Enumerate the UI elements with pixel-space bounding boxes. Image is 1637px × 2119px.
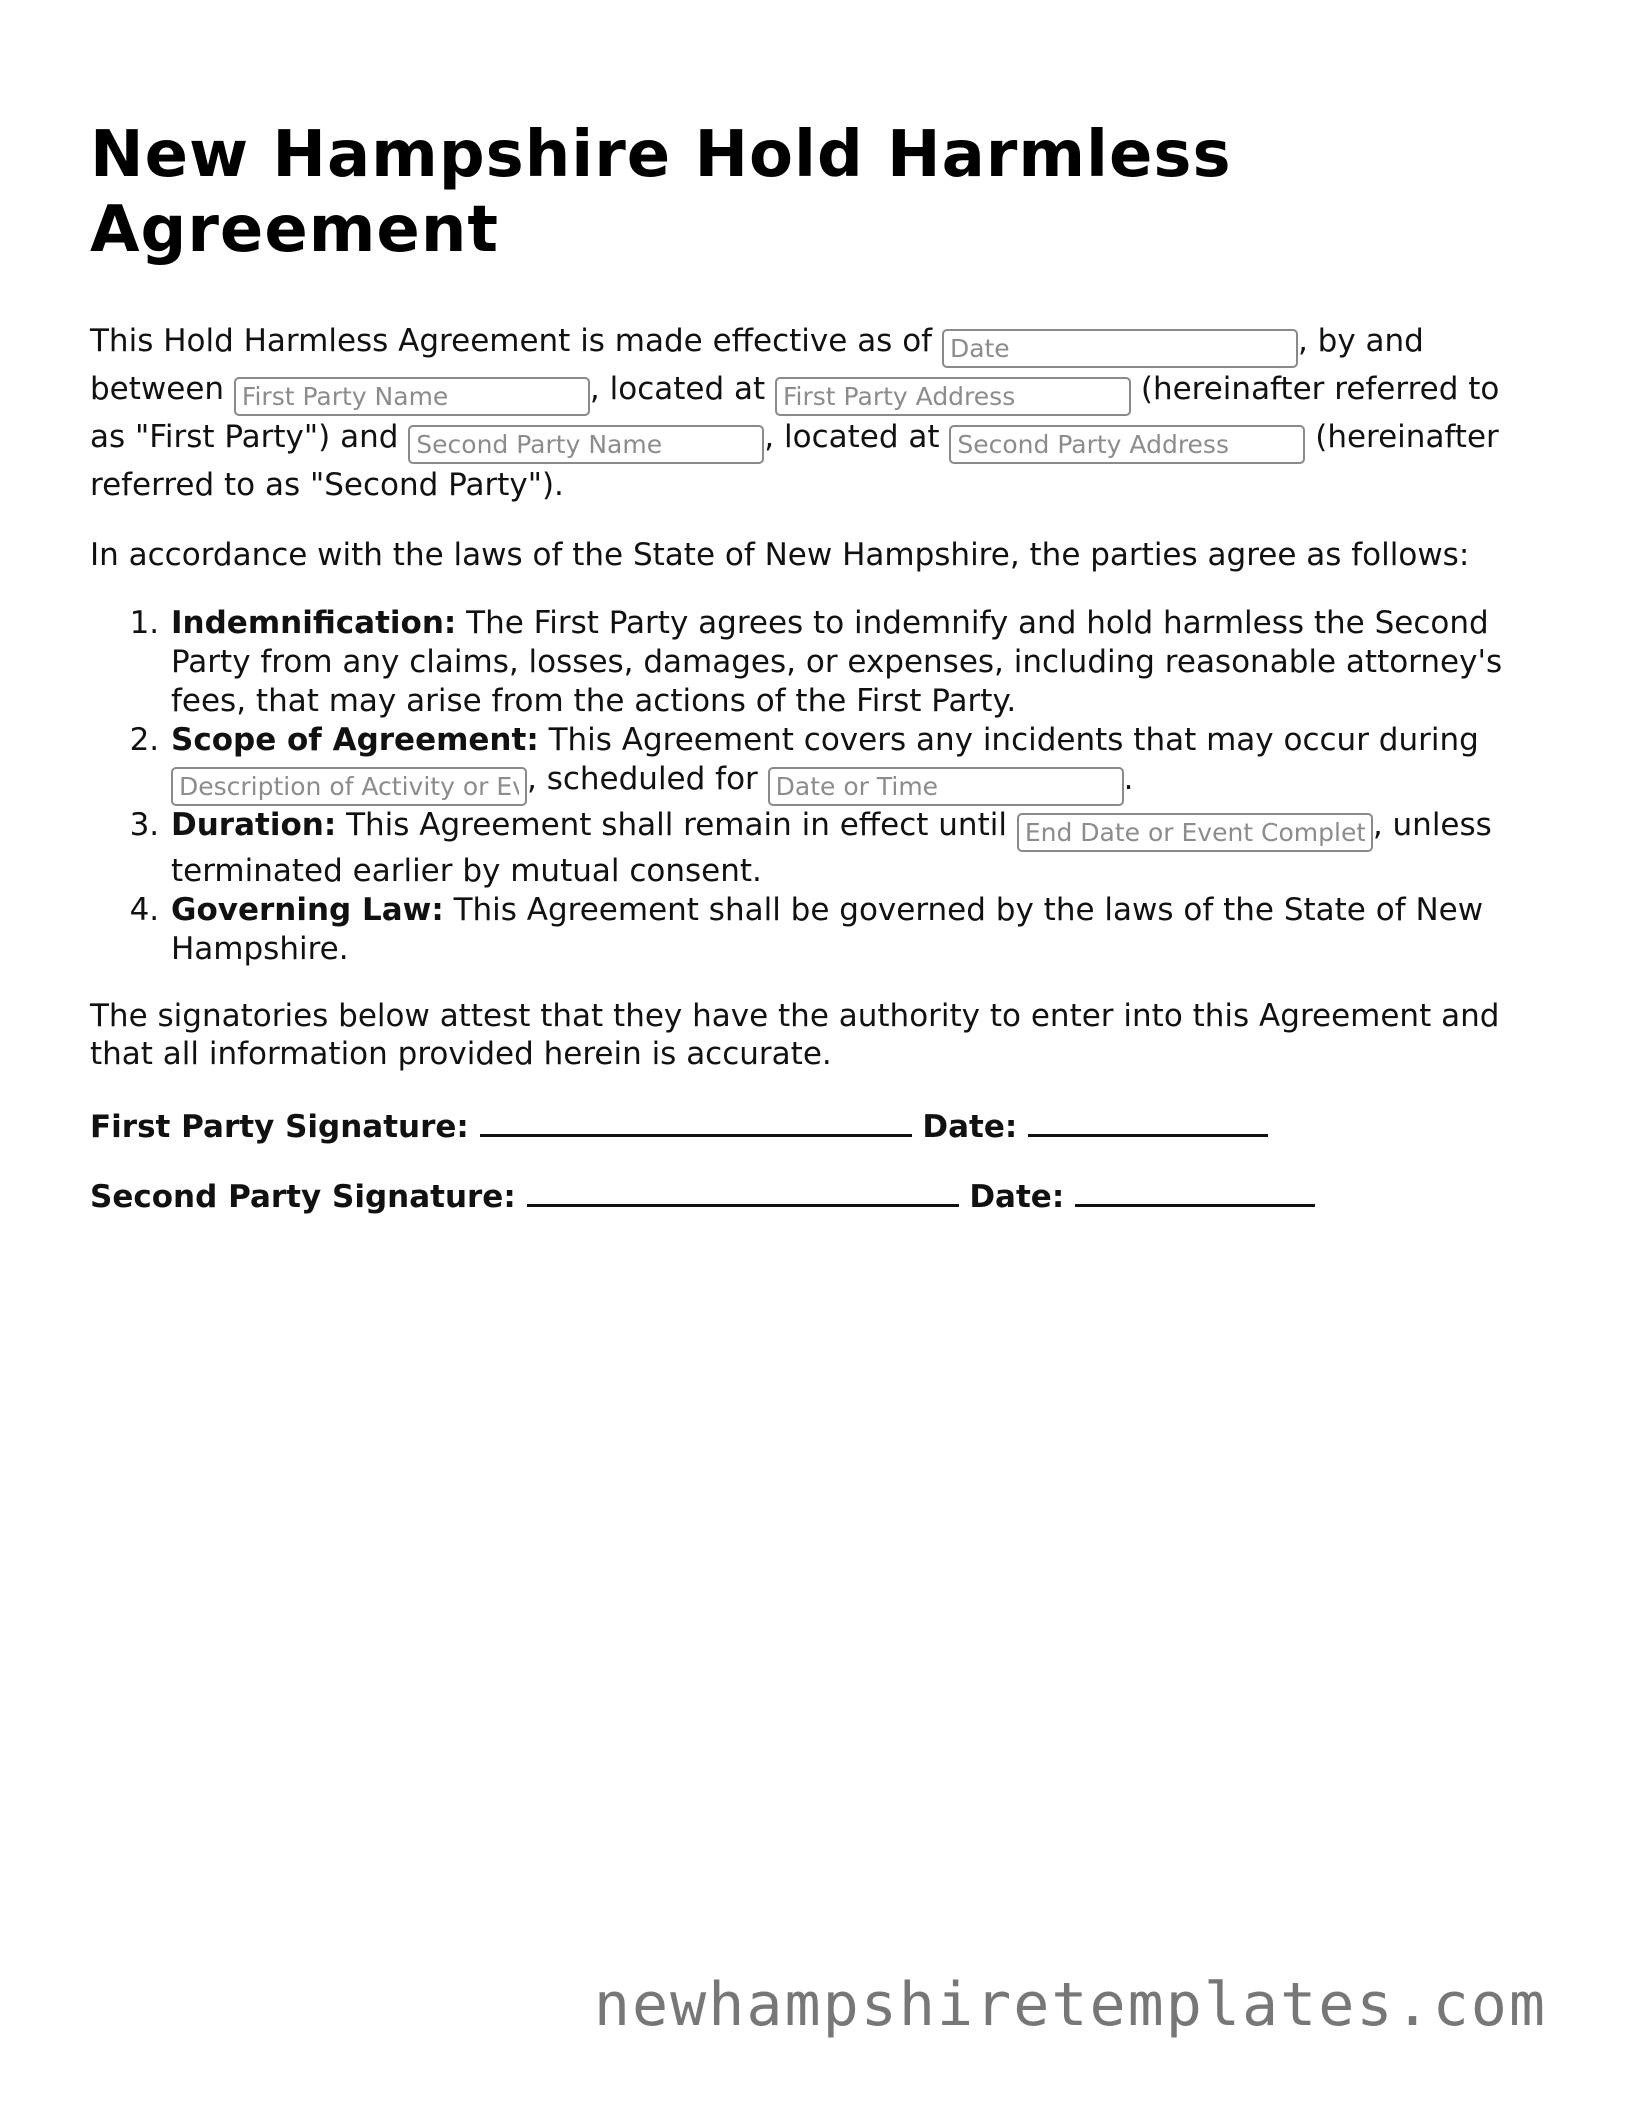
clause-text: This Agreement shall be governed by the laws of the State of New Hampshire. bbox=[171, 892, 1484, 967]
second-party-date-line[interactable] bbox=[1075, 1182, 1315, 1207]
clause-scope bbox=[169, 721, 1540, 806]
intro-paragraph bbox=[90, 320, 1540, 506]
clause-heading: Governing Law: bbox=[171, 892, 444, 928]
date-input[interactable] bbox=[942, 329, 1298, 368]
clause-heading: Duration: bbox=[171, 807, 337, 843]
first-party-signature-line[interactable] bbox=[480, 1112, 912, 1137]
intro-text: (hereinafter referred to as "First Party") and bbox=[90, 371, 1500, 455]
first-party-name-input[interactable] bbox=[234, 377, 590, 416]
clause-list bbox=[90, 604, 1540, 969]
clause-text: The First Party agrees to indemnify and hold harmless the Second Party from any claims, losses, damages, or expenses, including reasonable attorney's fees, that may arise from the actions of the First Party. bbox=[171, 605, 1503, 719]
schedule-input[interactable] bbox=[768, 767, 1124, 806]
activity-description-input[interactable] bbox=[171, 767, 527, 806]
second-party-signature-row bbox=[90, 1177, 1540, 1217]
clause-heading: Indemnification: bbox=[171, 605, 457, 641]
second-party-signature-label: Second Party Signature: bbox=[90, 1179, 516, 1215]
agreement-preamble: In accordance with the laws of the State of New Hampshire, the parties agree as follows: bbox=[90, 537, 1470, 573]
document-page bbox=[90, 118, 1540, 1217]
attestation-paragraph: The signatories below attest that they have the authority to enter into this Agreement and that all information provided herein is accurate. bbox=[90, 998, 1500, 1072]
clause-text: This Agreement shall remain in effect until bbox=[336, 807, 1017, 843]
intro-text: , located at bbox=[764, 419, 950, 455]
second-party-name-input[interactable] bbox=[408, 425, 764, 464]
first-party-signature-row bbox=[90, 1107, 1540, 1147]
intro-text: , by and between bbox=[90, 323, 1424, 407]
first-party-date-line[interactable] bbox=[1028, 1112, 1268, 1137]
intro-text: (hereinafter referred to as "Second Party"). bbox=[90, 419, 1499, 503]
clause-indemnification bbox=[169, 604, 1540, 721]
footer-watermark: newhampshiretemplates.com bbox=[593, 1970, 1547, 2040]
clause-duration bbox=[169, 806, 1540, 891]
second-party-signature-line[interactable] bbox=[527, 1182, 959, 1207]
first-party-address-input[interactable] bbox=[775, 377, 1131, 416]
second-party-address-input[interactable] bbox=[949, 425, 1305, 464]
clause-text: . bbox=[1123, 761, 1134, 797]
intro-text: This Hold Harmless Agreement is made effective as of bbox=[90, 323, 942, 359]
clause-text: , unless terminated earlier by mutual consent. bbox=[171, 807, 1492, 889]
date-label: Date: bbox=[969, 1179, 1065, 1215]
clause-governing-law bbox=[169, 891, 1540, 969]
document-title: New Hampshire Hold Harmless Agreement bbox=[90, 118, 1232, 267]
clause-heading: Scope of Agreement: bbox=[171, 722, 539, 758]
date-label: Date: bbox=[922, 1109, 1018, 1145]
clause-text: This Agreement covers any incidents that may occur during bbox=[538, 722, 1479, 758]
first-party-signature-label: First Party Signature: bbox=[90, 1109, 469, 1145]
end-date-input[interactable] bbox=[1017, 813, 1373, 852]
intro-text: , located at bbox=[589, 371, 775, 407]
clause-text: , scheduled for bbox=[527, 761, 768, 797]
